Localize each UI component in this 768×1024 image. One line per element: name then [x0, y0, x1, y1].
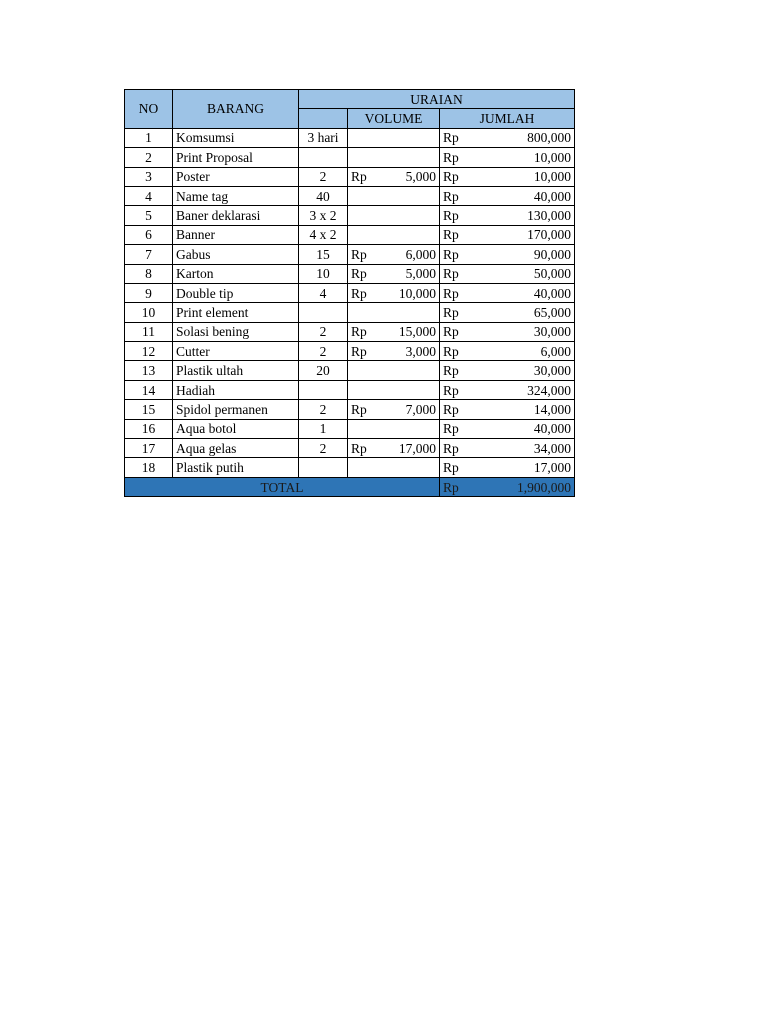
row-total-currency: Rp: [443, 304, 459, 320]
row-no: 10: [125, 303, 173, 322]
row-qty: [299, 380, 348, 399]
row-total-value: 14,000: [533, 401, 571, 417]
table-row: [125, 361, 575, 380]
row-total-currency: Rp: [443, 401, 459, 417]
row-price-currency: Rp: [351, 324, 367, 340]
row-total-currency: Rp: [443, 149, 459, 165]
row-total-cell: [440, 361, 575, 380]
row-total-currency: Rp: [443, 227, 459, 243]
table-row: [125, 128, 575, 147]
row-no: 8: [125, 264, 173, 283]
row-no: 17: [125, 439, 173, 458]
row-no: 15: [125, 400, 173, 419]
row-total-value: 6,000: [540, 343, 571, 359]
row-total-cell: [440, 186, 575, 205]
table-row: [125, 148, 575, 167]
row-no: 11: [125, 322, 173, 341]
row-no: 12: [125, 342, 173, 361]
row-price-cell: [348, 148, 440, 167]
row-barang: Banner: [173, 225, 299, 244]
table-row: [125, 458, 575, 477]
row-price-value: 17,000: [398, 440, 436, 456]
total-amount: 1,900,000: [517, 479, 571, 495]
row-qty: 2: [299, 400, 348, 419]
table-row: [125, 167, 575, 186]
row-price-cell: [348, 264, 440, 283]
row-total-cell: [440, 283, 575, 302]
row-price-value: 5,000: [405, 169, 436, 185]
row-total-value: 30,000: [533, 363, 571, 379]
row-price-cell: [348, 342, 440, 361]
row-price-currency: Rp: [351, 169, 367, 185]
budget-table: [124, 89, 575, 497]
row-price-cell: [348, 206, 440, 225]
row-price-cell: [348, 419, 440, 438]
row-price-cell: [348, 361, 440, 380]
row-no: 4: [125, 186, 173, 205]
row-total-value: 40,000: [533, 285, 571, 301]
row-barang: Plastik ultah: [173, 361, 299, 380]
row-price-cell: [348, 283, 440, 302]
header-volume: VOLUME: [348, 109, 440, 128]
row-price-cell: [348, 186, 440, 205]
row-qty: 2: [299, 322, 348, 341]
row-price-cell: [348, 128, 440, 147]
row-no: 6: [125, 225, 173, 244]
row-total-cell: [440, 439, 575, 458]
row-total-value: 10,000: [533, 149, 571, 165]
row-price-cell: [348, 167, 440, 186]
row-qty: 2: [299, 167, 348, 186]
row-qty: [299, 148, 348, 167]
total-label: TOTAL: [125, 477, 440, 496]
row-price-currency: Rp: [351, 246, 367, 262]
row-barang: Karton: [173, 264, 299, 283]
table-row: [125, 303, 575, 322]
row-price-cell: [348, 380, 440, 399]
row-qty: 4: [299, 283, 348, 302]
row-total-currency: Rp: [443, 363, 459, 379]
table-row: [125, 400, 575, 419]
row-no: 13: [125, 361, 173, 380]
row-barang: Cutter: [173, 342, 299, 361]
row-barang: Double tip: [173, 283, 299, 302]
row-total-currency: Rp: [443, 382, 459, 398]
table-row: [125, 225, 575, 244]
row-qty: [299, 458, 348, 477]
row-total-value: 170,000: [527, 227, 571, 243]
row-price-currency: Rp: [351, 285, 367, 301]
row-total-currency: Rp: [443, 169, 459, 185]
row-total-currency: Rp: [443, 188, 459, 204]
row-total-currency: Rp: [443, 266, 459, 282]
row-no: 16: [125, 419, 173, 438]
row-barang: Gabus: [173, 245, 299, 264]
row-total-currency: Rp: [443, 246, 459, 262]
row-total-currency: Rp: [443, 285, 459, 301]
row-total-cell: [440, 400, 575, 419]
row-total-cell: [440, 245, 575, 264]
row-total-cell: [440, 128, 575, 147]
table-row: [125, 283, 575, 302]
row-total-value: 65,000: [533, 304, 571, 320]
row-total-value: 30,000: [533, 324, 571, 340]
row-total-value: 130,000: [527, 208, 571, 224]
row-qty: 2: [299, 439, 348, 458]
row-total-value: 800,000: [527, 130, 571, 146]
row-price-value: 6,000: [405, 246, 436, 262]
row-barang: Poster: [173, 167, 299, 186]
row-no: 9: [125, 283, 173, 302]
row-total-value: 10,000: [533, 169, 571, 185]
row-total-cell: [440, 225, 575, 244]
row-barang: Baner deklarasi: [173, 206, 299, 225]
table-row: [125, 245, 575, 264]
row-price-currency: Rp: [351, 440, 367, 456]
row-price-currency: Rp: [351, 266, 367, 282]
row-total-value: 40,000: [533, 188, 571, 204]
row-total-cell: [440, 264, 575, 283]
row-price-cell: [348, 225, 440, 244]
row-qty: 15: [299, 245, 348, 264]
row-barang: Plastik putih: [173, 458, 299, 477]
row-barang: Name tag: [173, 186, 299, 205]
row-price-value: 5,000: [405, 266, 436, 282]
row-total-cell: [440, 322, 575, 341]
header-qty-blank: [299, 109, 348, 128]
row-no: 3: [125, 167, 173, 186]
row-total-value: 90,000: [533, 246, 571, 262]
row-total-value: 324,000: [527, 382, 571, 398]
row-total-cell: [440, 148, 575, 167]
header-row-1: [125, 90, 575, 109]
row-total-value: 17,000: [533, 460, 571, 476]
row-price-cell: [348, 245, 440, 264]
row-qty: 20: [299, 361, 348, 380]
row-total-cell: [440, 303, 575, 322]
row-total-currency: Rp: [443, 324, 459, 340]
total-currency: Rp: [443, 479, 459, 495]
table-row: [125, 322, 575, 341]
row-no: 18: [125, 458, 173, 477]
table-row: [125, 206, 575, 225]
row-price-cell: [348, 439, 440, 458]
row-total-cell: [440, 419, 575, 438]
row-barang: Solasi bening: [173, 322, 299, 341]
header-barang: BARANG: [173, 90, 299, 129]
row-no: 1: [125, 128, 173, 147]
row-total-value: 34,000: [533, 440, 571, 456]
table-body: [125, 128, 575, 477]
row-qty: 3 hari: [299, 128, 348, 147]
row-price-currency: Rp: [351, 401, 367, 417]
row-price-value: 15,000: [398, 324, 436, 340]
row-total-cell: [440, 167, 575, 186]
row-total-currency: Rp: [443, 440, 459, 456]
row-total-cell: [440, 458, 575, 477]
row-no: 14: [125, 380, 173, 399]
row-no: 2: [125, 148, 173, 167]
table-row: [125, 264, 575, 283]
row-price-value: 10,000: [398, 285, 436, 301]
row-price-currency: Rp: [351, 343, 367, 359]
row-price-value: 3,000: [405, 343, 436, 359]
header-jumlah: JUMLAH: [440, 109, 575, 128]
row-total-value: 50,000: [533, 266, 571, 282]
total-row: [125, 477, 575, 496]
table-row: [125, 439, 575, 458]
row-total-value: 40,000: [533, 421, 571, 437]
row-total-currency: Rp: [443, 130, 459, 146]
row-no: 7: [125, 245, 173, 264]
row-total-currency: Rp: [443, 208, 459, 224]
row-price-cell: [348, 458, 440, 477]
row-price-value: 7,000: [405, 401, 436, 417]
row-barang: Aqua gelas: [173, 439, 299, 458]
row-qty: 10: [299, 264, 348, 283]
row-total-currency: Rp: [443, 460, 459, 476]
row-barang: Komsumsi: [173, 128, 299, 147]
row-barang: Aqua botol: [173, 419, 299, 438]
row-total-cell: [440, 380, 575, 399]
row-total-currency: Rp: [443, 343, 459, 359]
header-uraian: URAIAN: [299, 90, 575, 109]
row-qty: 40: [299, 186, 348, 205]
row-qty: 4 x 2: [299, 225, 348, 244]
table-row: [125, 342, 575, 361]
row-total-currency: Rp: [443, 421, 459, 437]
row-price-cell: [348, 322, 440, 341]
row-price-cell: [348, 400, 440, 419]
row-qty: 1: [299, 419, 348, 438]
table-row: [125, 380, 575, 399]
table-row: [125, 186, 575, 205]
row-barang: Hadiah: [173, 380, 299, 399]
row-qty: [299, 303, 348, 322]
row-qty: 2: [299, 342, 348, 361]
table-row: [125, 419, 575, 438]
row-barang: Print Proposal: [173, 148, 299, 167]
row-total-cell: [440, 206, 575, 225]
row-barang: Print element: [173, 303, 299, 322]
row-barang: Spidol permanen: [173, 400, 299, 419]
header-no: NO: [125, 90, 173, 129]
row-no: 5: [125, 206, 173, 225]
row-qty: 3 x 2: [299, 206, 348, 225]
row-total-cell: [440, 342, 575, 361]
row-price-cell: [348, 303, 440, 322]
total-amount-cell: [440, 477, 575, 496]
